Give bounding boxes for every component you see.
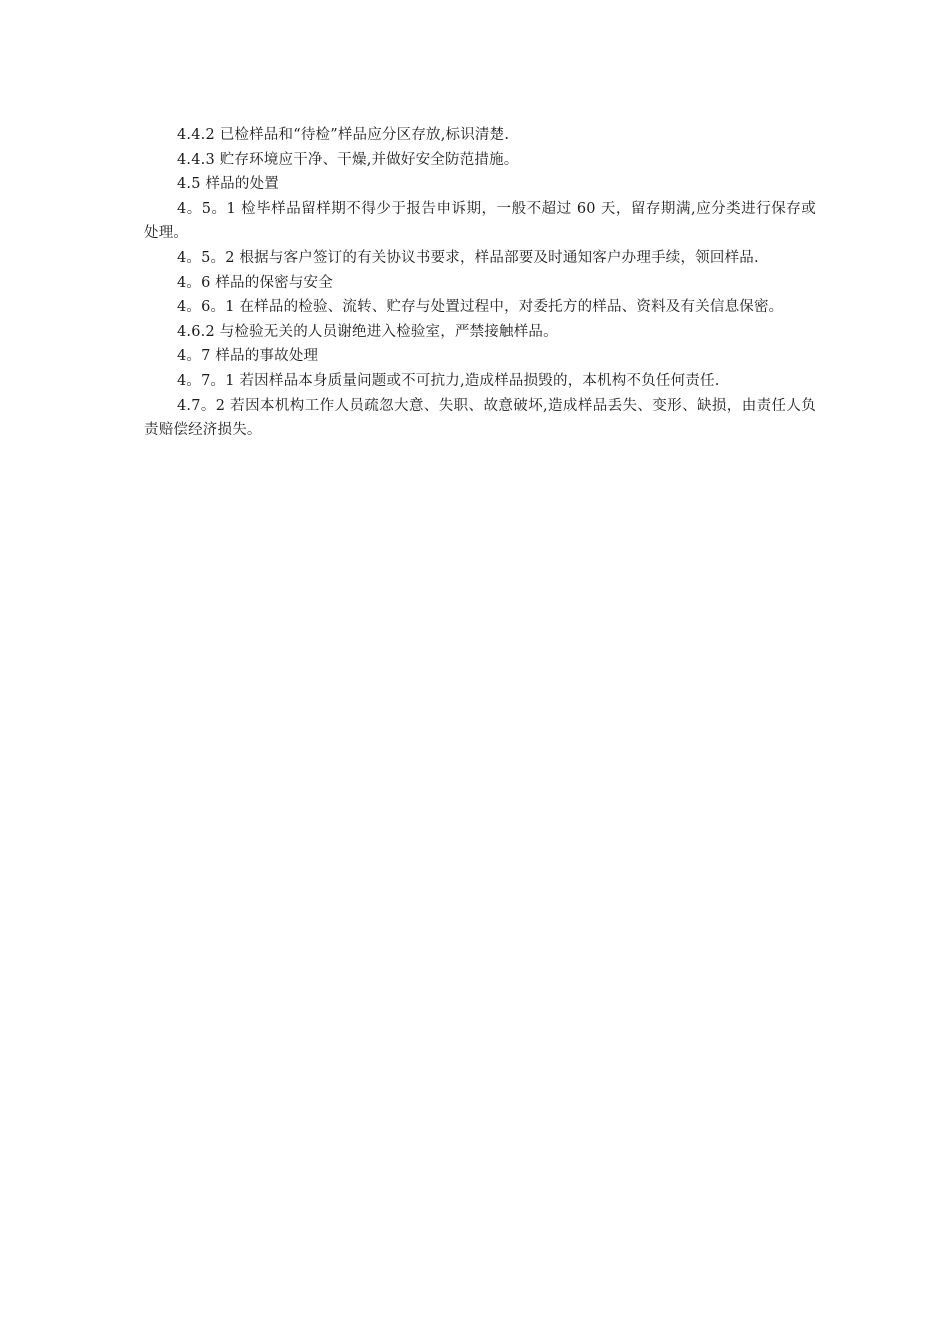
heading-4-6: 4。6 样品的保密与安全	[177, 274, 333, 291]
paragraph-4-4-3: 4.4.3 贮存环境应干净、干燥,并做好安全防范措施。	[177, 151, 519, 168]
paragraph-4-4-2: 4.4.2 已检样品和“待检”样品应分区存放,标识清楚.	[177, 127, 510, 143]
document-body	[144, 123, 816, 443]
heading-4-7: 4。7 样品的事故处理	[177, 348, 319, 365]
heading-4-5: 4.5 样品的处置	[177, 176, 279, 193]
paragraph-4-5-1: 4。5。1 检毕样品留样期不得少于报告申诉期，一般不超过 60 天，留存期满,应分类进行保存或处理。	[144, 200, 816, 242]
paragraph-4-7-2: 4.7。2 若因本机构工作人员疏忽大意、失职、故意破坏,造成样品丢失、变形、缺损，由责任人负责赔偿经济损失。	[144, 397, 816, 439]
paragraph-4-6-1: 4。6。1 在样品的检验、流转、贮存与处置过程中，对委托方的样品、资料及有关信息保密。	[177, 299, 784, 316]
paragraph-4-5-2: 4。5。2 根据与客户签订的有关协议书要求，样品部要及时通知客户办理手续，领回样品.	[177, 249, 759, 266]
paragraph-4-7-1: 4。7。1 若因样品本身质量问题或不可抗力,造成样品损毁的，本机构不负任何责任.	[177, 372, 720, 389]
paragraph-4-6-2: 4.6.2 与检验无关的人员谢绝进入检验室，严禁接触样品。	[177, 323, 558, 340]
